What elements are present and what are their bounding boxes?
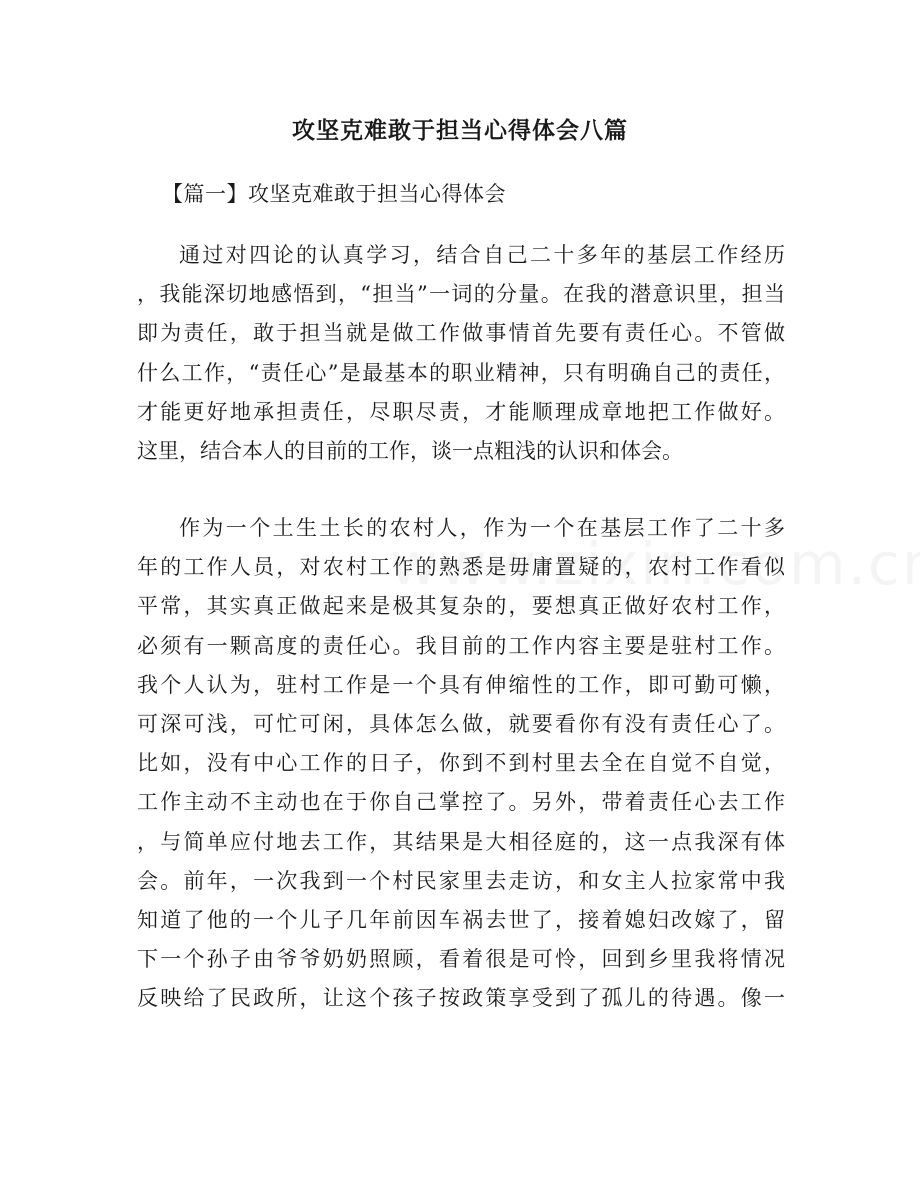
- text-line: ，与简单应付地去工作，其结果是大相径庭的，这一点我深有体: [137, 829, 785, 854]
- text-line: 会。前年，一次我到一个村民家里去走访，和女主人拉家常中我: [137, 868, 785, 893]
- text-line: 作为一个土生土长的农村人，作为一个在基层工作了二十多: [179, 516, 785, 540]
- text-line: 年的工作人员，对农村工作的熟悉是毋庸置疑的，农村工作看似: [137, 555, 785, 580]
- text-line: 通过对四论的认真学习，结合自己二十多年的基层工作经历: [179, 243, 785, 267]
- text-line: 下一个孙子由爷爷奶奶照顾，看着很是可怜，回到乡里我将情况: [137, 947, 785, 972]
- paragraph-2: [137, 509, 785, 1018]
- text-line: 我个人认为，驻村工作是一个具有伸缩性的工作，即可勤可懒，: [137, 672, 785, 697]
- text-line: 这里，结合本人的目前的工作，谈一点粗浅的认识和体会。: [137, 438, 683, 463]
- paragraph-1: [137, 236, 785, 471]
- text-line: 什么工作，“责任心”是最基本的职业精神，只有明确自己的责任，: [137, 360, 785, 385]
- text-line: 工作主动不主动也在于你自己掌控了。另外，带着责任心去工作: [137, 790, 785, 815]
- text-line: 知道了他的一个儿子几年前因车祸去世了，接着媳妇改嫁了，留: [137, 907, 785, 932]
- text-line: 必须有一颗高度的责任心。我目前的工作内容主要是驻村工作。: [137, 633, 785, 658]
- text-line: 即为责任，敢于担当就是做工作做事情首先要有责任心。不管做: [137, 321, 785, 346]
- text-line: 平常，其实真正做起来是极其复杂的，要想真正做好农村工作，: [137, 594, 785, 619]
- section-heading: 【篇一】攻坚克难敢于担当心得体会: [162, 182, 506, 206]
- text-line: 才能更好地承担责任，尽职尽责，才能顺理成章地把工作做好。: [137, 399, 785, 424]
- text-line: 比如，没有中心工作的日子，你到不到村里去全在自觉不自觉，: [137, 751, 785, 776]
- text-line: 可深可浅，可忙可闲，具体怎么做，就要看你有没有责任心了。: [137, 711, 785, 736]
- text-line: ，我能深切地感悟到，“担当”一词的分量。在我的潜意识里，担当: [137, 282, 785, 307]
- document-title: 攻坚克难敢于担当心得体会八篇: [292, 118, 628, 144]
- text-line: 反映给了民政所，让这个孩子按政策享受到了孤儿的待遇。像一: [137, 986, 785, 1011]
